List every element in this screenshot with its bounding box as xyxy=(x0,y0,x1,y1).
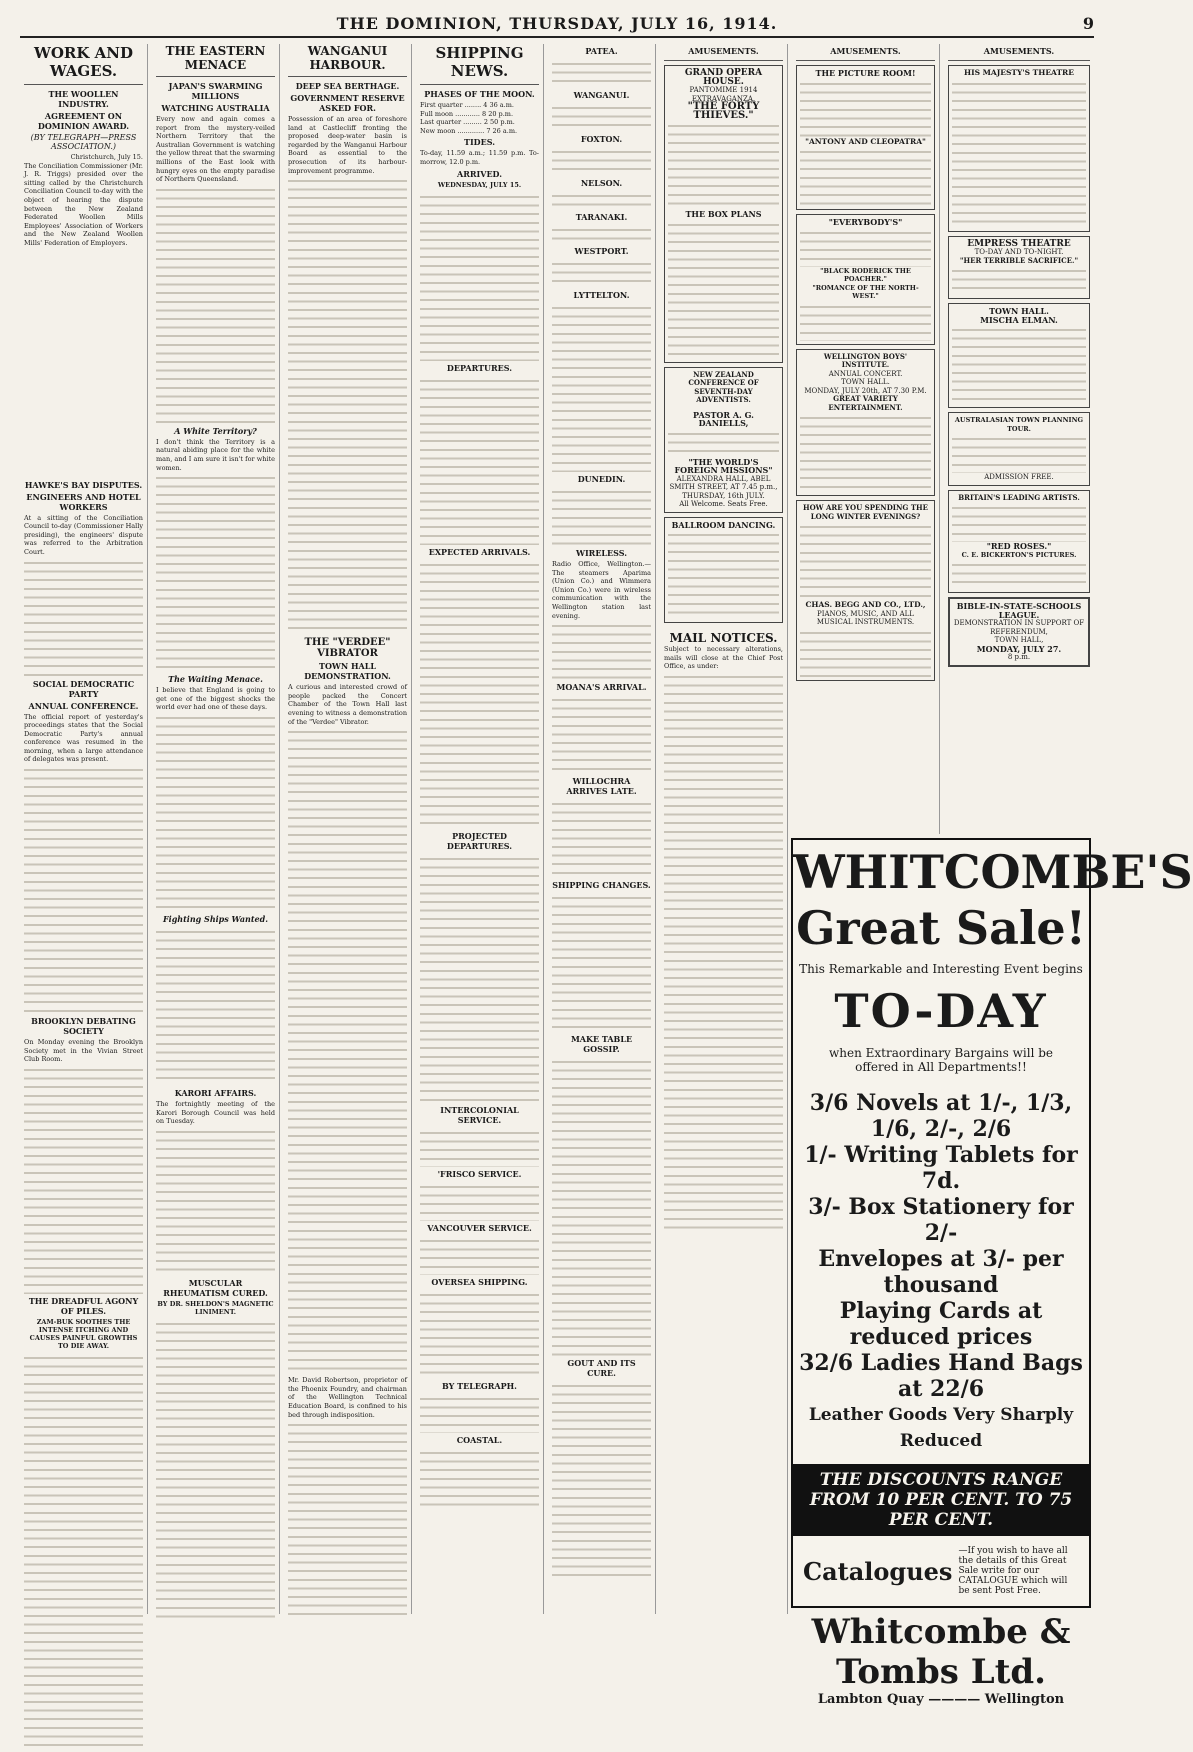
subhead: THE "VERDEE" VIBRATOR xyxy=(304,637,391,660)
subhead: MOANA'S ARRIVAL. xyxy=(556,682,647,693)
subhead: DEEP SEA BERTHAGE. xyxy=(295,81,400,91)
advert-everybodys xyxy=(796,214,935,345)
text-block xyxy=(420,191,539,361)
text-block xyxy=(668,219,779,359)
text-block xyxy=(420,1181,539,1221)
text-block xyxy=(800,627,931,677)
text-block xyxy=(420,559,539,829)
port-heading: TARANAKI. xyxy=(575,212,628,222)
column-amusements-1 xyxy=(660,44,788,1614)
subhead: THE WOOLLEN INDUSTRY. xyxy=(48,89,119,109)
text-block xyxy=(952,502,1086,542)
advert-title: AUSTRALASIAN TOWN PLANNING TOUR. xyxy=(954,416,1084,433)
text-block xyxy=(156,1126,275,1276)
text-block xyxy=(552,102,651,132)
advert-title: TOWN HALL. xyxy=(989,306,1049,316)
moon-phase: New moon ............. 7 26 a.m. xyxy=(420,126,518,135)
sale-offer: Leather Goods Very Sharply Reduced xyxy=(808,1405,1074,1451)
dateline: Christchurch, July 15. xyxy=(70,153,143,161)
text-block xyxy=(552,58,651,88)
column-amusements-3 xyxy=(944,44,1094,834)
article-body: Radio Office, Wellington.—The steamers Aparima (Union Co.) and Wimmera (Union Co.) were in wireless communication with the Wellington station last evening. xyxy=(552,560,651,620)
subhead: THE DREADFUL AGONY OF PILES. xyxy=(28,1295,139,1316)
column-eastern-menace xyxy=(152,44,280,1614)
text-block xyxy=(552,798,651,878)
advert-title: HIS MAJESTY'S THEATRE xyxy=(963,68,1074,77)
advert-text: when Extraordinary Bargains will be offered in All Departments!! xyxy=(828,1046,1054,1074)
text-block xyxy=(800,301,931,341)
advertiser-location: Lambton Quay ———— Wellington xyxy=(817,1692,1065,1707)
sale-offer: Envelopes at 3/- per thousand xyxy=(818,1246,1064,1298)
advert-title: Great Sale! xyxy=(796,901,1086,955)
port-heading: WESTPORT. xyxy=(574,246,629,256)
moon-phase: Full moon ............ 8 20 p.m. xyxy=(420,109,514,118)
advert-title: GREAT VARIETY ENTERTAINMENT. xyxy=(828,394,903,412)
advert-title: "BLACK RODERICK THE POACHER." xyxy=(820,266,911,283)
article-body: The official report of yesterday's proceedings states that the Social Democratic Party's annual conference was resumed in the morning, when a large attendance of delegates was present. xyxy=(24,712,143,764)
advert-title: CHAS. BEGG AND CO., LTD., xyxy=(805,600,926,609)
column-amusements-2 xyxy=(792,44,940,834)
advert-title: WELLINGTON BOYS' INSTITUTE. xyxy=(823,351,908,369)
advert-title: EMPRESS THEATRE xyxy=(967,238,1071,249)
text-block xyxy=(800,78,931,138)
headline-wanganui-harbour: WANGANUI HARBOUR. xyxy=(307,44,388,72)
divider xyxy=(288,76,407,77)
text-block xyxy=(420,1447,539,1507)
text-block xyxy=(288,175,407,635)
article-body: At a sitting of the Conciliation Council to-day (Commissioner Hally presiding), the engineers' dispute was referred to the Arbitration Court. xyxy=(24,513,143,556)
advert-title: WHITCOMBE'S xyxy=(793,845,1193,899)
sale-offer: 3/6 Novels at 1/-, 1/3, 1/6, 2/-, 2/6 xyxy=(809,1090,1073,1142)
newspaper-title: THE DOMINION, THURSDAY, JULY 16, 1914. xyxy=(336,14,778,33)
text-block xyxy=(288,1419,407,1619)
headline-mail-notices: MAIL NOTICES. xyxy=(669,631,778,645)
article-body: I believe that England is going to get one of the biggest shocks the world ever had one of these days. xyxy=(156,686,275,712)
advert-title: "THE WORLD'S FOREIGN MISSIONS" xyxy=(674,456,773,475)
subhead: KARORI AFFAIRS. xyxy=(174,1087,257,1098)
subhead: ARRIVED. xyxy=(457,168,502,179)
text-block xyxy=(420,1393,539,1433)
text-block xyxy=(24,557,143,677)
page-number: 9 xyxy=(1082,14,1094,33)
advert-text: DEMONSTRATION IN SUPPORT OF REFERENDUM, xyxy=(953,619,1085,636)
text-block xyxy=(24,1064,143,1294)
advert-text: TOWN HALL. xyxy=(841,378,890,386)
advert-ballroom xyxy=(664,517,783,624)
subhead: PHASES OF THE MOON. xyxy=(424,89,535,99)
advert-grand-opera xyxy=(664,65,783,363)
subhead: TIDES. xyxy=(463,137,495,148)
subhead: BY DR. SHELDON'S MAGNETIC LINIMENT. xyxy=(157,1299,274,1316)
advert-title: BRITAIN'S LEADING ARTISTS. xyxy=(958,492,1080,502)
advert-title: MISCHA ELMAN. xyxy=(980,314,1058,325)
advert-text: TO-DAY AND TO-NIGHT. xyxy=(974,248,1064,256)
text-block xyxy=(420,375,539,545)
subhead: EXPECTED ARRIVALS. xyxy=(428,546,531,557)
subhead: DEPARTURES. xyxy=(446,362,513,373)
headline-shipping-news: SHIPPING NEWS. xyxy=(435,44,524,80)
article-body: Possession of an area of foreshore land at Castlecliff fronting the proposed deep-water basin is regarded by the Wanganui Harbour Board as essential to the prosecution of its harbour-improvement programme. xyxy=(288,115,407,175)
subhead: COASTAL. xyxy=(456,1434,503,1445)
subhead: ANNUAL CONFERENCE. xyxy=(28,700,139,711)
advert-text: TOWN HALL, xyxy=(994,636,1044,644)
masthead xyxy=(20,14,1094,38)
advert-title: MONDAY, JULY 27. xyxy=(976,643,1062,654)
section-heading: AMUSEMENTS. xyxy=(688,46,759,56)
section-heading: AMUSEMENTS. xyxy=(983,46,1055,56)
advert-whitcombes-sale xyxy=(791,838,1193,1707)
divider xyxy=(24,84,143,85)
advert-text: MONDAY, JULY 20th, AT 7.30 P.M. xyxy=(804,386,927,395)
advert-title: "HER TERRIBLE SACRIFICE." xyxy=(959,255,1079,265)
text-block xyxy=(420,1127,539,1167)
column-shipping-news xyxy=(416,44,544,1614)
divider xyxy=(664,60,783,61)
article-body: On Monday evening the Brooklyn Society met in the Vivian Street Club Room. xyxy=(24,1038,143,1064)
text-block xyxy=(156,1318,275,1618)
advert-title: C. E. BICKERTON'S PICTURES. xyxy=(961,550,1077,559)
subhead: 'FRISCO SERVICE. xyxy=(437,1168,522,1179)
article-body: The fortnightly meeting of the Karori Borough Council was held on Tuesday. xyxy=(156,1099,275,1126)
sale-offer: 32/6 Ladies Hand Bags at 22/6 xyxy=(799,1350,1083,1402)
text-block xyxy=(952,559,1086,589)
subhead: Fighting Ships Wanted. xyxy=(162,913,269,924)
subhead: WILLOCHRA ARRIVES LATE. xyxy=(566,776,637,797)
advert-text: All Welcome. Seats Free. xyxy=(679,500,768,508)
arrived-date: WEDNESDAY, JULY 15. xyxy=(437,180,522,189)
advert-text: ADMISSION FREE. xyxy=(984,473,1054,481)
advert-text: ANNUAL CONCERT. xyxy=(828,369,903,378)
port-heading: NELSON. xyxy=(580,178,623,188)
advert-title: BALLROOM DANCING. xyxy=(671,519,776,530)
text-block xyxy=(420,1289,539,1379)
advert-picture-room xyxy=(796,65,935,210)
section-heading: AMUSEMENTS. xyxy=(830,46,901,56)
subhead: A White Territory? xyxy=(174,425,257,436)
advert-title: NEW ZEALAND CONFERENCE OF SEVENTH-DAY ADVENTISTS. xyxy=(688,369,759,404)
text-block xyxy=(552,302,651,472)
text-block xyxy=(800,521,931,601)
text-block xyxy=(552,146,651,176)
text-block xyxy=(24,764,143,1014)
text-block xyxy=(24,1352,143,1752)
text-block xyxy=(552,1056,651,1356)
text-block xyxy=(552,892,651,1032)
subhead: BROOKLYN DEBATING SOCIETY xyxy=(31,1016,136,1037)
advertiser-name: Whitcombe & Tombs Ltd. xyxy=(811,1612,1071,1692)
subhead: WATCHING AUSTRALIA xyxy=(161,103,270,113)
advert-title: BIBLE-IN-STATE-SCHOOLS LEAGUE. xyxy=(956,601,1082,620)
text-block xyxy=(24,248,143,478)
text-block xyxy=(800,227,931,267)
headline-work-and-wages: WORK AND WAGES. xyxy=(34,44,133,80)
port-heading: LYTTELTON. xyxy=(573,290,630,300)
advert-title: Catalogues xyxy=(803,1556,953,1586)
moon-phase: First quarter ........ 4 36 a.m. xyxy=(420,101,514,109)
subhead: VANCOUVER SERVICE. xyxy=(427,1222,532,1233)
text-block xyxy=(420,1235,539,1275)
byline: (BY TELEGRAPH—PRESS ASSOCIATION.) xyxy=(30,133,137,151)
column-shipping-ports xyxy=(548,44,656,1614)
advert-title: THE BOX PLANS xyxy=(685,209,762,219)
subhead: The Waiting Menace. xyxy=(168,674,263,685)
subhead: MUSCULAR RHEUMATISM CURED. xyxy=(163,1277,268,1298)
advert-text: 8 p.m. xyxy=(1007,653,1031,661)
moon-phase: Last quarter ......... 2 50 p.m. xyxy=(420,118,515,127)
subhead: ENGINEERS AND HOTEL WORKERS xyxy=(26,491,141,512)
advert-chas-begg xyxy=(796,500,935,681)
advert-title: TO-DAY xyxy=(834,984,1048,1038)
article-body: Every now and again comes a report from the mystery-veiled Northern Territory that the Australian Government is watching the yellow threat that the swarming millions of the East look with hungry eyes on the empty paradise of Northern Queensland. xyxy=(156,115,275,184)
subhead: PROJECTED DEPARTURES. xyxy=(446,830,513,851)
subhead: SHIPPING CHANGES. xyxy=(552,880,651,891)
text-block xyxy=(952,265,1086,295)
text-block xyxy=(952,433,1086,473)
port-heading: PATEA. xyxy=(585,46,618,56)
text-block xyxy=(552,694,651,774)
text-block xyxy=(668,529,779,619)
subhead: WIRELESS. xyxy=(575,548,628,558)
text-block xyxy=(800,412,931,492)
advert-text: PIANOS, MUSIC, AND ALL MUSICAL INSTRUMENTS. xyxy=(816,609,915,626)
text-block xyxy=(288,726,407,1376)
subhead: GOVERNMENT RESERVE ASKED FOR. xyxy=(290,93,405,113)
advert-text: —If you wish to have all the details of this Great Sale write for our CATALOGUE which will be sent Post Free. xyxy=(958,1546,1068,1596)
advert-text: PANTOMIME 1914 EXTRAVAGANZA. xyxy=(689,86,758,103)
text-block xyxy=(952,78,1086,228)
tides-text: To-day, 11.59 a.m.; 11.59 p.m. To-morrow, 12.0 p.m. xyxy=(420,149,539,166)
advert-artists xyxy=(948,490,1090,594)
text-block xyxy=(552,620,651,680)
column-wanganui-harbour xyxy=(284,44,412,1614)
article-body: Subject to necessary alterations, mails will close at the Chief Post Office, as under: xyxy=(664,645,783,671)
text-block xyxy=(156,184,275,424)
text-block xyxy=(668,428,779,458)
divider xyxy=(156,76,275,77)
text-block xyxy=(664,671,783,1231)
text-block xyxy=(552,190,651,210)
port-heading: DUNEDIN. xyxy=(577,474,626,484)
headline-eastern-menace: THE EASTERN MENACE xyxy=(165,44,266,72)
advert-title: "ANTONY AND CLEOPATRA" xyxy=(805,136,926,146)
advert-title: "ROMANCE OF THE NORTH-WEST." xyxy=(812,283,919,300)
advert-mischa-elman xyxy=(948,303,1090,408)
advert-empress xyxy=(948,236,1090,300)
advert-title: HOW ARE YOU SPENDING THE LONG WINTER EVENINGS? xyxy=(802,503,929,521)
text-block xyxy=(800,146,931,206)
advert-title: GRAND OPERA HOUSE. xyxy=(684,68,763,87)
text-block xyxy=(156,472,275,672)
subhead: AGREEMENT ON DOMINION AWARD. xyxy=(37,111,130,131)
text-block xyxy=(552,258,651,288)
article-body: The Conciliation Commissioner (Mr. J. R. Triggs) presided over the sitting called by the Christchurch Conciliation Council to-day with the object of hearing the dispute between the New Zealand Federated Woollen Mills Employees' Association of Workers and the New Zealand Woollen Mills' Federation of Employers. xyxy=(24,161,143,247)
article-body: A curious and interested crowd of people packed the Concert Chamber of the Town Hall last evening to witness a demonstration of the "Verdee" Vibrator. xyxy=(288,683,407,726)
text-block xyxy=(156,926,275,1086)
subhead: HAWKE'S BAY DISPUTES. xyxy=(24,479,143,490)
advert-title: "EVERYBODY'S" xyxy=(828,217,903,227)
sale-offer: 3/- Box Stationery for 2/- xyxy=(808,1194,1074,1246)
subhead: OVERSEA SHIPPING. xyxy=(431,1276,528,1287)
divider xyxy=(420,84,539,85)
divider xyxy=(948,60,1090,61)
article-body: I don't think the Territory is a natural abiding place for the white man, and I am sure it isn't for white women. xyxy=(156,437,275,472)
text-block xyxy=(552,224,651,244)
advert-title: "THE FORTY THIEVES." xyxy=(687,101,760,121)
text-block xyxy=(952,324,1086,404)
advert-title: THE PICTURE ROOM! xyxy=(815,68,916,78)
column-work-and-wages xyxy=(20,44,148,1614)
advert-text: ALEXANDRA HALL, ABEL SMITH STREET, AT 7.45 p.m., xyxy=(669,474,778,491)
text-block xyxy=(552,1380,651,1580)
advert-text: THURSDAY, 16th JULY. xyxy=(682,491,765,500)
text-block xyxy=(552,486,651,546)
advert-bible-league xyxy=(948,597,1090,667)
advert-text: This Remarkable and Interesting Event begins xyxy=(799,962,1083,976)
sale-offer: Playing Cards at reduced prices xyxy=(839,1298,1043,1350)
subhead: TOWN HALL DEMONSTRATION. xyxy=(304,661,391,682)
article-body: Mr. David Robertson, proprietor of the Phoenix Foundry, and chairman of the Wellington Technical Education Board, is confined to his bed through indisposition. xyxy=(288,1376,407,1419)
discount-banner: THE DISCOUNTS RANGE FROM 10 PER CENT. TO 75 PER CENT. xyxy=(793,1464,1089,1536)
divider xyxy=(796,60,935,61)
subhead: SOCIAL DEMOCRATIC PARTY xyxy=(32,678,135,699)
subhead: BY TELEGRAPH. xyxy=(442,1380,517,1391)
advert-his-majestys xyxy=(948,65,1090,232)
text-block xyxy=(420,853,539,1103)
advert-town-planning xyxy=(948,412,1090,486)
text-block xyxy=(668,120,779,210)
subhead: INTERCOLONIAL SERVICE. xyxy=(440,1104,519,1125)
text-block xyxy=(156,712,275,912)
port-heading: FOXTON. xyxy=(580,134,623,144)
subhead: JAPAN'S SWARMING MILLIONS xyxy=(168,81,263,101)
advert-boys-institute xyxy=(796,349,935,497)
sale-offer: 1/- Writing Tablets for 7d. xyxy=(804,1142,1078,1194)
advert-sda-conference xyxy=(664,367,783,513)
port-heading: WANGANUI. xyxy=(573,90,630,100)
advert-title: "RED ROSES." xyxy=(986,541,1052,551)
subhead: MAKE TABLE GOSSIP. xyxy=(570,1034,633,1055)
subhead: ZAM-BUK SOOTHES THE INTENSE ITCHING AND CAUSES PAINFUL GROWTHS TO DIE AWAY. xyxy=(29,1317,138,1350)
subhead: GOUT AND ITS CURE. xyxy=(567,1358,636,1379)
advert-title: PASTOR A. G. DANIELLS, xyxy=(693,409,754,428)
